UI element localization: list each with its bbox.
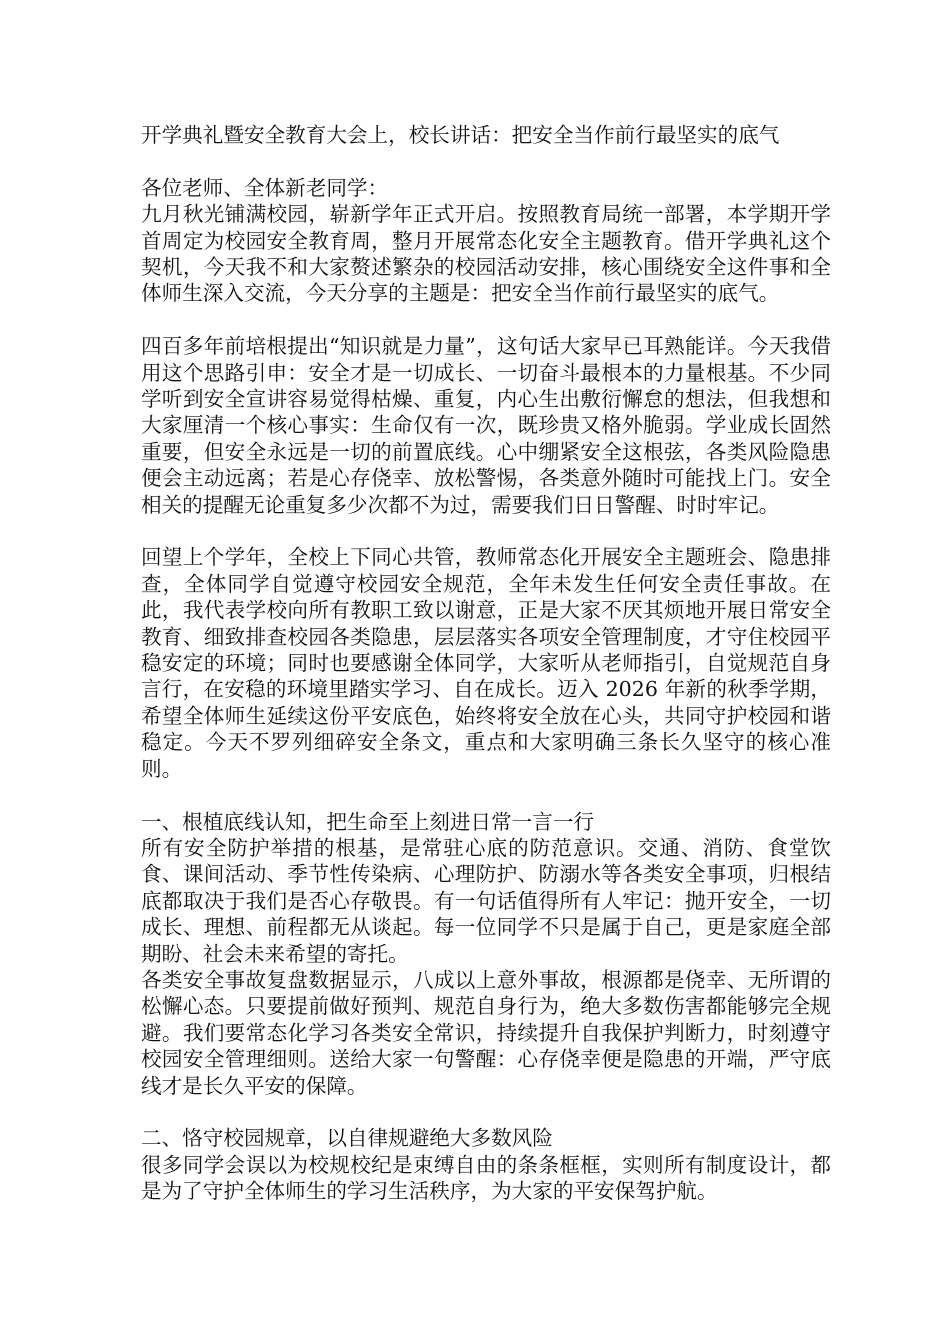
section-2-paragraph: 很多同学会误以为校规校纪是束缚自由的条条框框，实则所有制度设计，都是为了守护全体师生的学习生活秩序，为大家的平安保驾护航。: [141, 1152, 831, 1204]
section-heading-1: 一、根植底线认知，把生命至上刻进日常一言一行: [141, 809, 595, 834]
body-paragraph: 四百多年前培根提出“知识就是力量”，这句话大家早已耳熟能详。今天我借用这个思路引申：安全才是一切成长、一切奋斗最根本的力量根基。不少同学听到安全宣讲容易觉得枯燥、重复，内心生出敷衍懈怠的想法，但我想和大家厘清一个核心事实：生命仅有一次，既珍贵又格外脆弱。学业成长固然重要，但安全永远是一切的前置底线。心中绷紧安全这根弦，各类风险隐患便会主动远离；若是心存侥幸、放松警惕，各类意外随时可能找上门。安全相关的提醒无论重复多少次都不为过，需要我们日日警醒、时时牢记。: [141, 334, 831, 517]
section-1-paragraph: 所有安全防护举措的根基，是常驻心底的防范意识。交通、消防、食堂饮食、课间活动、季节性传染病、心理防护、防溺水等各类安全事项，归根结底都取决于我们是否心存敬畏。有一句话值得所有人牢记：抛开安全，一切成长、理想、前程都无从谈起。每一位同学不只是属于自己，更是家庭全部期盼、社会未来希望的寄托。: [141, 835, 831, 966]
document-page: [141, 122, 831, 1205]
spacer: [141, 1099, 831, 1125]
body-paragraph: 回望上个学年，全校上下同心共管，教师常态化开展安全主题班会、隐患排查，全体同学自觉遵守校园安全规范，全年未发生任何安全责任事故。在此，我代表学校向所有教职工致以谢意，正是大家不厌其烦地开展日常安全教育、细致排查校园各类隐患，层层落实各项安全管理制度，才守住校园平稳安定的环境；同时也要感谢全体同学，大家听从老师指引，自觉规范自身言行，在安稳的环境里踏实学习、自在成长。迈入 2026 年新的秋季学期，希望全体师生延续这份平安底色，始终将安全放在心头，共同守护校园和谐稳定。今天不罗列细碎安全条文，重点和大家明确三条长久坚守的核心准则。: [141, 545, 831, 781]
spacer: [141, 307, 831, 333]
section-1-paragraph: 各类安全事故复盘数据显示，八成以上意外事故，根源都是侥幸、无所谓的松懈心态。只要提前做好预判、规范自身行为，绝大多数伤害都能够完全规避。我们要常态化学习各类安全常识，持续提升自我保护判断力，时刻遵守校园安全管理细则。送给大家一句警醒：心存侥幸便是隐患的开端，严守底线才是长久平安的保障。: [141, 967, 831, 1098]
intro-paragraph: 九月秋光铺满校园，崭新学年正式开启。按照教育局统一部署，本学期开学首周定为校园安全教育周，整月开展常态化安全主题教育。借开学典礼这个契机，今天我不和大家赘述繁杂的校园活动安排，核心围绕安全这件事和全体师生深入交流，今天分享的主题是：把安全当作前行最坚实的底气。: [141, 202, 831, 306]
spacer: [141, 148, 831, 174]
spacer: [141, 782, 831, 808]
salutation: 各位老师、全体新老同学：: [141, 175, 389, 200]
document-title: 开学典礼暨安全教育大会上，校长讲话：把安全当作前行最坚实的底气: [141, 123, 780, 147]
section-heading-2: 二、恪守校园规章，以自律规避绝大多数风险: [141, 1126, 553, 1151]
spacer: [141, 518, 831, 544]
